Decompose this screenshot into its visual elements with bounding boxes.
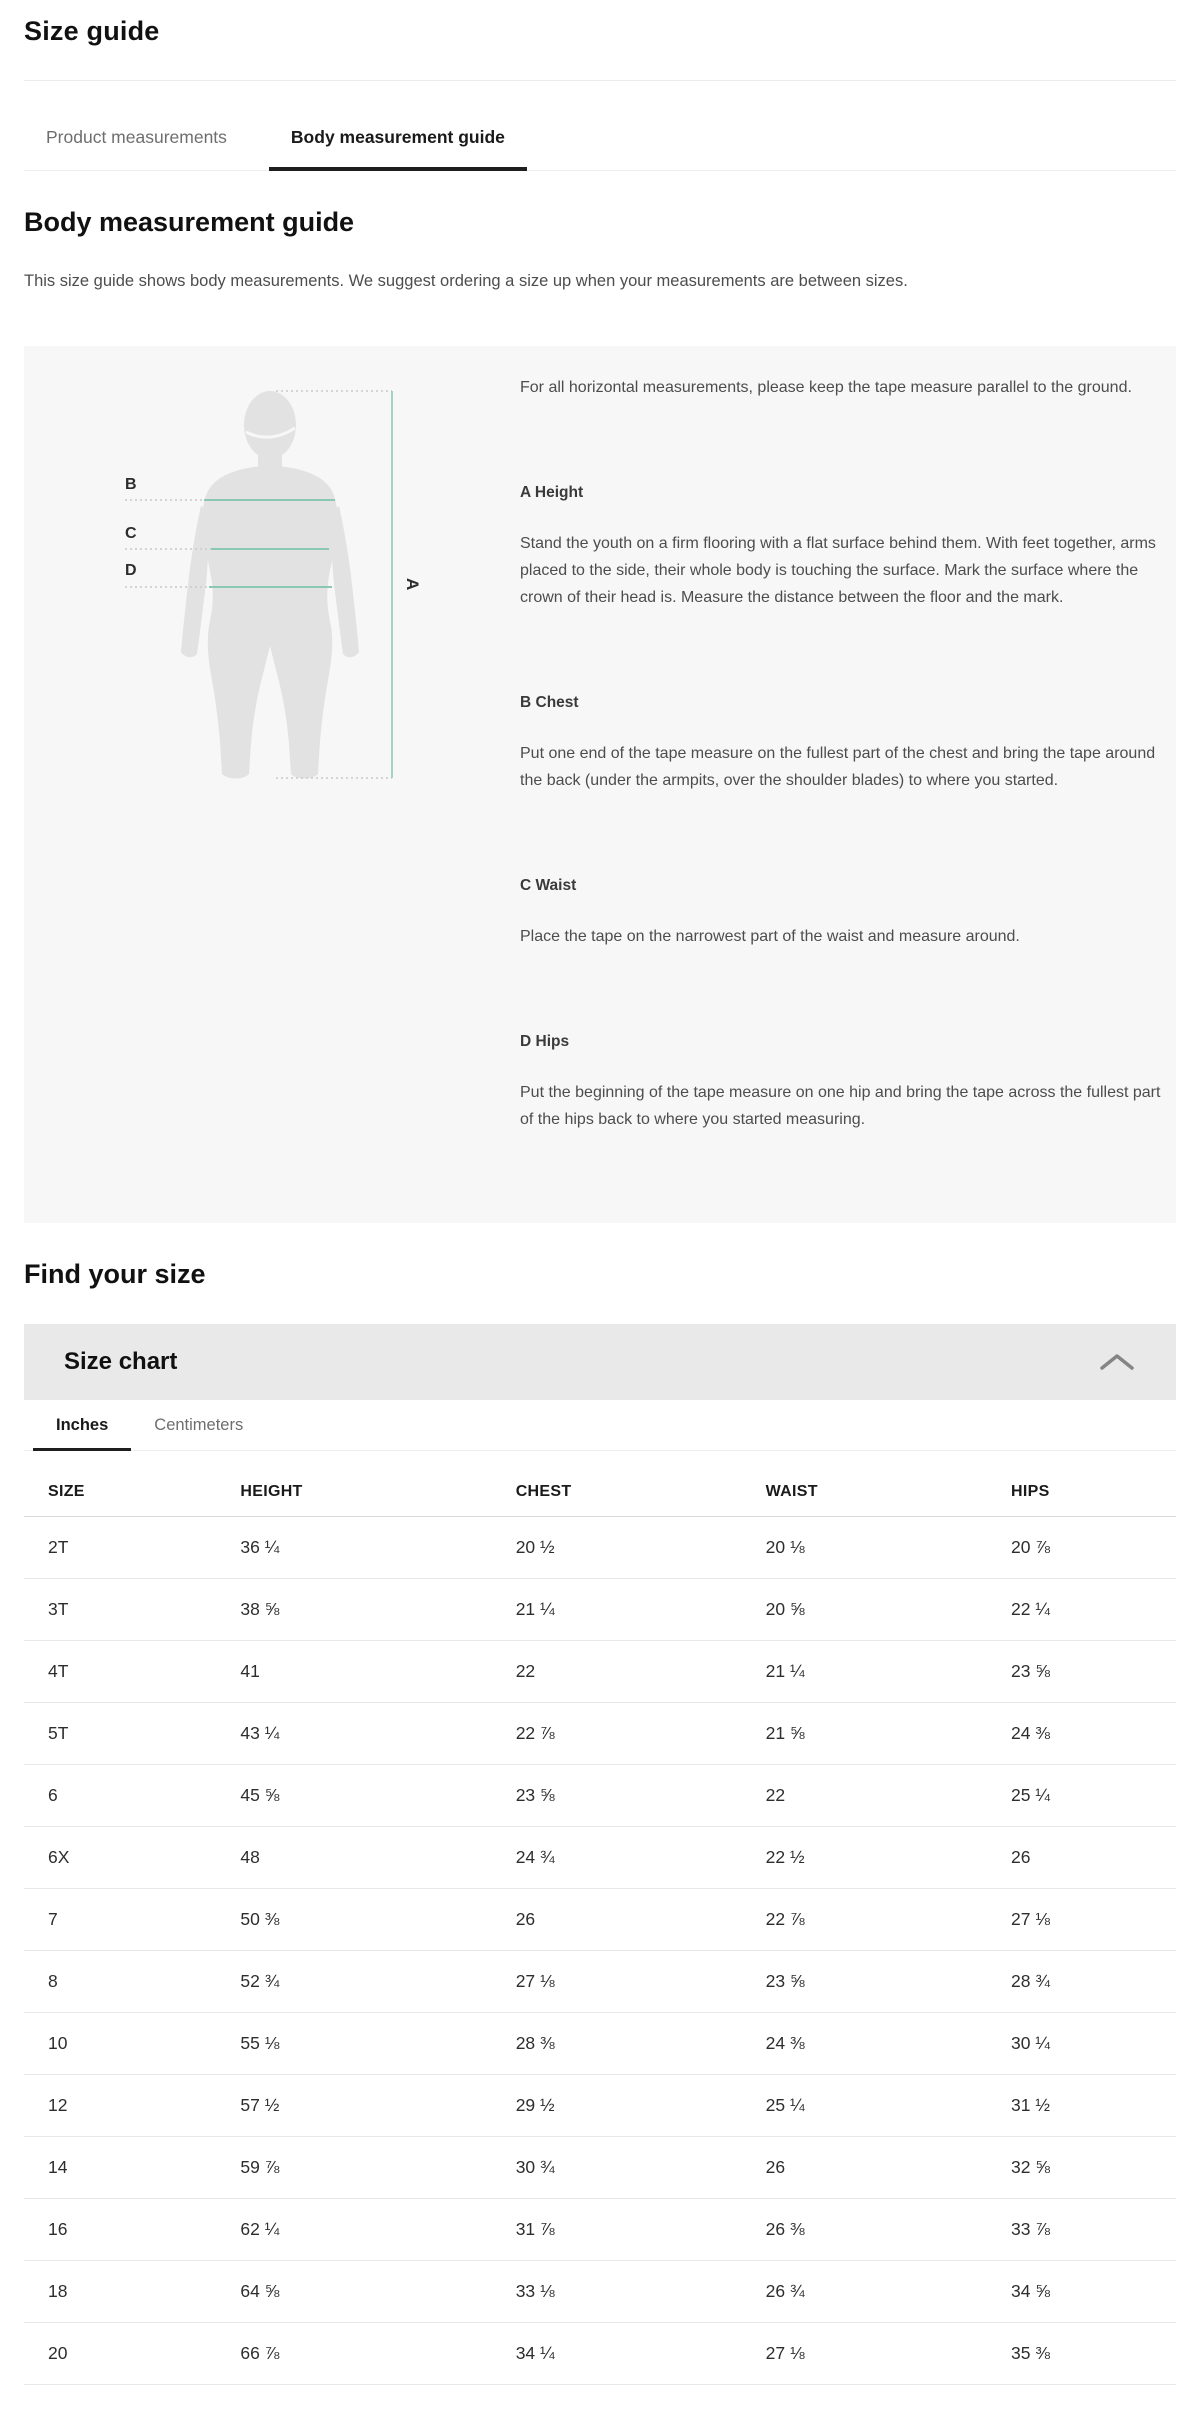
cell-chest: 33 ⅛ — [492, 2261, 742, 2323]
cell-waist: 23 ⅝ — [742, 1951, 987, 2013]
table-row — [24, 2199, 1176, 2261]
horizontal-measurement-note: For all horizontal measurements, please keep the tape measure parallel to the ground. — [520, 379, 1132, 396]
cell-hips: 28 ¾ — [987, 1951, 1176, 2013]
cell-chest: 26 — [492, 1889, 742, 1951]
cell-height: 64 ⅝ — [216, 2261, 491, 2323]
tab-inches[interactable]: Inches — [33, 1400, 131, 1451]
cell-height: 48 — [216, 1827, 491, 1889]
cell-waist: 20 ⅝ — [742, 1579, 987, 1641]
cell-size: 4T — [24, 1641, 216, 1703]
cell-hips: 22 ¼ — [987, 1579, 1176, 1641]
guide-intro-text: This size guide shows body measurements. We suggest ordering a size up when your measurements are between sizes. — [24, 272, 908, 290]
cell-height: 55 ⅛ — [216, 2013, 491, 2075]
size-table-header-row — [24, 1465, 1176, 1517]
table-row — [24, 2137, 1176, 2199]
hips-section-label: D Hips — [520, 1033, 570, 1050]
cell-chest: 34 ¼ — [492, 2323, 742, 2385]
measurement-diagram-panel — [24, 346, 1176, 1223]
cell-chest: 21 ¼ — [492, 1579, 742, 1641]
table-row — [24, 1703, 1176, 1765]
silhouette-figure — [181, 391, 359, 779]
size-chart-panel-title: Size chart — [64, 1348, 178, 1375]
table-row — [24, 2261, 1176, 2323]
cell-height: 45 ⅝ — [216, 1765, 491, 1827]
chevron-up-icon[interactable] — [1100, 1354, 1134, 1370]
size-chart-table — [24, 1465, 1176, 2385]
cell-chest: 20 ½ — [492, 1517, 742, 1579]
tab-centimeters[interactable]: Centimeters — [131, 1400, 266, 1451]
cell-waist: 26 ¾ — [742, 2261, 987, 2323]
table-row — [24, 2075, 1176, 2137]
table-row — [24, 1579, 1176, 1641]
cell-hips: 25 ¼ — [987, 1765, 1176, 1827]
cell-waist: 25 ¼ — [742, 2075, 987, 2137]
cell-waist: 26 ⅜ — [742, 2199, 987, 2261]
cell-size: 2T — [24, 1517, 216, 1579]
cell-chest: 30 ¾ — [492, 2137, 742, 2199]
chest-section-label: B Chest — [520, 694, 579, 711]
chest-section-text: Put one end of the tape measure on the fullest part of the chest and bring the tape around the back (under the armpits, over the shoulder blades) to where you started. — [520, 745, 1156, 789]
cell-height: 66 ⅞ — [216, 2323, 491, 2385]
cell-chest: 29 ½ — [492, 2075, 742, 2137]
cell-hips: 30 ¼ — [987, 2013, 1176, 2075]
cell-size: 10 — [24, 2013, 216, 2075]
cell-hips: 24 ⅜ — [987, 1703, 1176, 1765]
table-row — [24, 1641, 1176, 1703]
cell-hips: 26 — [987, 1827, 1176, 1889]
cell-chest: 22 — [492, 1641, 742, 1703]
cell-waist: 24 ⅜ — [742, 2013, 987, 2075]
cell-size: 20 — [24, 2323, 216, 2385]
cell-height: 62 ¼ — [216, 2199, 491, 2261]
cell-chest: 22 ⅞ — [492, 1703, 742, 1765]
cell-size: 18 — [24, 2261, 216, 2323]
diagram-label-c: C — [125, 525, 137, 542]
cell-size: 5T — [24, 1703, 216, 1765]
column-header-chest: CHEST — [492, 1465, 742, 1517]
table-row — [24, 2013, 1176, 2075]
table-row — [24, 2323, 1176, 2385]
column-header-height: HEIGHT — [216, 1465, 491, 1517]
cell-hips: 20 ⅞ — [987, 1517, 1176, 1579]
cell-hips: 31 ½ — [987, 2075, 1176, 2137]
table-row — [24, 1889, 1176, 1951]
cell-size: 7 — [24, 1889, 216, 1951]
cell-size: 6X — [24, 1827, 216, 1889]
find-your-size-heading: Find your size — [24, 1259, 206, 1289]
cell-waist: 22 — [742, 1765, 987, 1827]
body-silhouette-diagram — [24, 346, 504, 1223]
cell-size: 6 — [24, 1765, 216, 1827]
tab-body-measurement-guide[interactable]: Body measurement guide — [269, 99, 527, 171]
cell-chest: 24 ¾ — [492, 1827, 742, 1889]
column-header-size: SIZE — [24, 1465, 216, 1517]
waist-section-label: C Waist — [520, 877, 577, 894]
size-chart-panel-toggle[interactable] — [24, 1324, 1176, 1400]
guide-tab-bar — [24, 99, 1176, 171]
table-row — [24, 1765, 1176, 1827]
table-row — [24, 1951, 1176, 2013]
tab-product-measurements[interactable]: Product measurements — [24, 99, 249, 171]
page-title: Size guide — [24, 16, 160, 46]
cell-hips: 27 ⅛ — [987, 1889, 1176, 1951]
cell-height: 52 ¾ — [216, 1951, 491, 2013]
cell-hips: 35 ⅜ — [987, 2323, 1176, 2385]
height-section-text: Stand the youth on a firm flooring with a flat surface behind them. With feet together, arms placed to the side, their whole body is touching the surface. Mark the surface where the crown of their head is. Measure the distance between the floor and the mark. — [520, 535, 1156, 606]
cell-height: 41 — [216, 1641, 491, 1703]
cell-waist: 21 ⅝ — [742, 1703, 987, 1765]
cell-waist: 20 ⅛ — [742, 1517, 987, 1579]
cell-chest: 28 ⅜ — [492, 2013, 742, 2075]
table-row — [24, 1517, 1176, 1579]
cell-size: 14 — [24, 2137, 216, 2199]
cell-hips: 32 ⅝ — [987, 2137, 1176, 2199]
cell-chest: 31 ⅞ — [492, 2199, 742, 2261]
cell-height: 36 ¼ — [216, 1517, 491, 1579]
cell-height: 38 ⅝ — [216, 1579, 491, 1641]
cell-waist: 22 ⅞ — [742, 1889, 987, 1951]
cell-height: 50 ⅜ — [216, 1889, 491, 1951]
height-section-label: A Height — [520, 484, 584, 501]
diagram-label-a: A — [403, 578, 422, 591]
cell-size: 3T — [24, 1579, 216, 1641]
cell-height: 59 ⅞ — [216, 2137, 491, 2199]
body-measurement-guide-heading: Body measurement guide — [24, 207, 355, 237]
cell-waist: 22 ½ — [742, 1827, 987, 1889]
table-row — [24, 1827, 1176, 1889]
diagram-label-b: B — [125, 476, 137, 493]
diagram-label-d: D — [125, 562, 137, 579]
cell-hips: 23 ⅝ — [987, 1641, 1176, 1703]
cell-hips: 34 ⅝ — [987, 2261, 1176, 2323]
size-table-body — [24, 1517, 1176, 2385]
cell-chest: 27 ⅛ — [492, 1951, 742, 2013]
column-header-hips: HIPS — [987, 1465, 1176, 1517]
cell-size: 16 — [24, 2199, 216, 2261]
column-header-waist: WAIST — [742, 1465, 987, 1517]
cell-waist: 26 — [742, 2137, 987, 2199]
cell-hips: 33 ⅞ — [987, 2199, 1176, 2261]
cell-size: 12 — [24, 2075, 216, 2137]
cell-height: 57 ½ — [216, 2075, 491, 2137]
cell-chest: 23 ⅝ — [492, 1765, 742, 1827]
cell-size: 8 — [24, 1951, 216, 2013]
hips-section-text: Put the beginning of the tape measure on one hip and bring the tape across the fullest part of the hips back to where you started measuring. — [520, 1084, 1161, 1128]
cell-waist: 27 ⅛ — [742, 2323, 987, 2385]
cell-waist: 21 ¼ — [742, 1641, 987, 1703]
title-divider — [24, 80, 1176, 81]
unit-tab-bar — [24, 1400, 1176, 1451]
cell-height: 43 ¼ — [216, 1703, 491, 1765]
waist-section-text: Place the tape on the narrowest part of the waist and measure around. — [520, 928, 1020, 945]
